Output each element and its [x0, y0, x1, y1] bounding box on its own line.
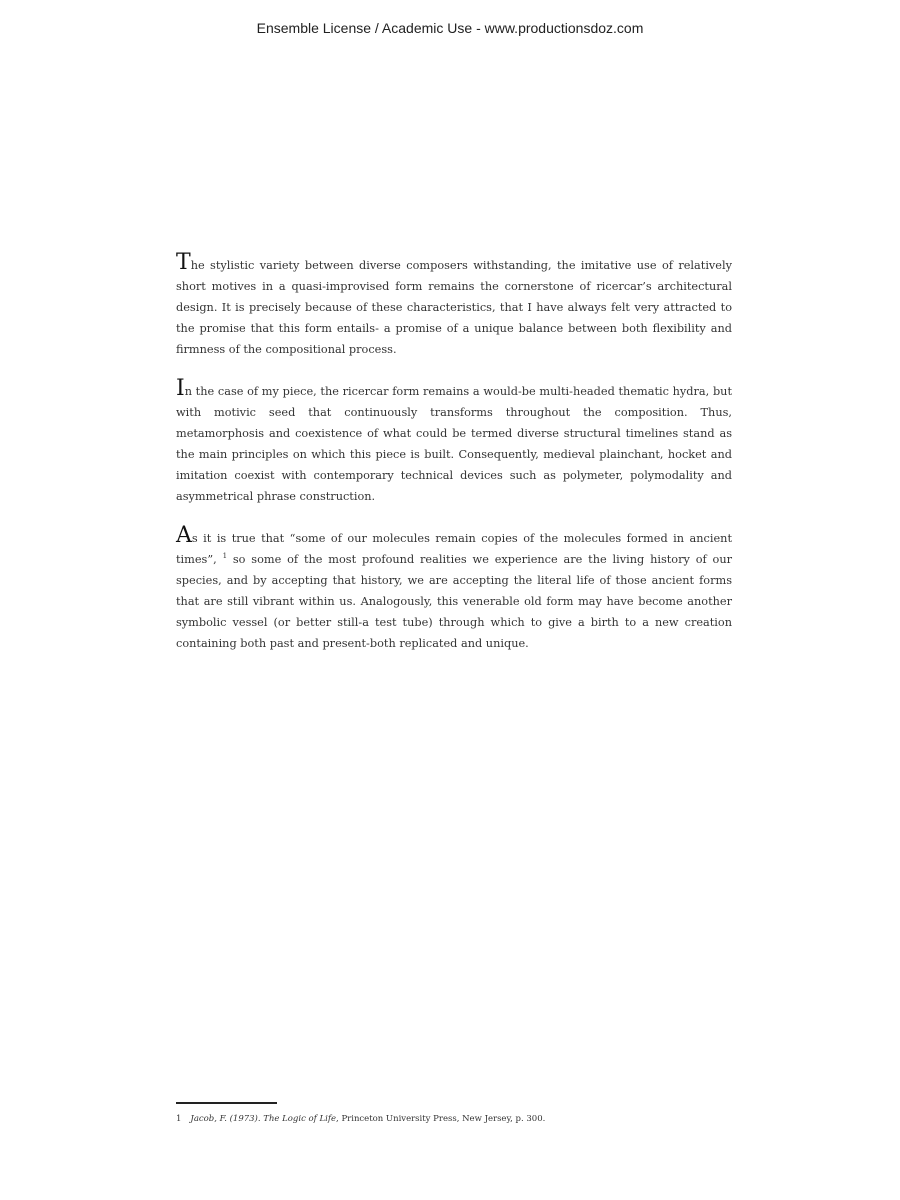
paragraph-1 [176, 250, 732, 360]
drop-cap: A [176, 523, 192, 548]
footnote-details: , Princeton University Press, New Jersey, p. 300. [336, 1114, 546, 1124]
paragraph-3 [176, 523, 733, 654]
drop-cap: I [176, 376, 185, 401]
page-header: Ensemble License / Academic Use - www.productionsdoz.com [256, 20, 644, 36]
footnote-title: The Logic of Life [263, 1114, 337, 1124]
footnote-reference: 1 [222, 552, 228, 561]
paragraph-text: s it is true that “some of our molecules remain copies of the molecules formed in ancient times”, [176, 532, 732, 566]
footnote [176, 1112, 736, 1126]
footnote-author: Jacob, F. (1973). [190, 1114, 261, 1124]
paragraph-text: he stylistic variety between diverse composers withstanding, the imitative use of relatively short motives in a quasi-improvised form remains the cornerstone of ricercar’s architectural design. It is precisely because of these characteristics, that I have always felt very attracted to the promise that this form entails- a promise of a unique balance between both flexibility and firmness of the compositional process. [176, 259, 732, 356]
footnote-divider [176, 1102, 277, 1104]
body-text [176, 250, 733, 674]
drop-cap: T [176, 250, 191, 275]
paragraph-2 [176, 376, 732, 507]
paragraph-text: n the case of my piece, the ricercar form remains a would-be multi-headed thematic hydra, but with motivic seed that continuously transforms throughout the composition. Thus, metamorphosis and coexistence of what could be termed diverse structural timelines stand as the main principles on which this piece is built. Consequently, medieval plainchant, hocket and imitation coexist with contemporary technical devices such as polymeter, polymodality and asymmetrical phrase construction. [176, 385, 732, 503]
paragraph-text: so some of the most profound realities we experience are the living history of our species, and by accepting that history, we are accepting the literal life of those ancient forms that are still vibrant within us. Analogously, this venerable old form may have become another symbolic vessel (or better still-a test tube) through which to give a birth to a new creation containing both past and present-both replicated and unique. [176, 553, 733, 650]
footnote-number: 1 [176, 1114, 182, 1124]
